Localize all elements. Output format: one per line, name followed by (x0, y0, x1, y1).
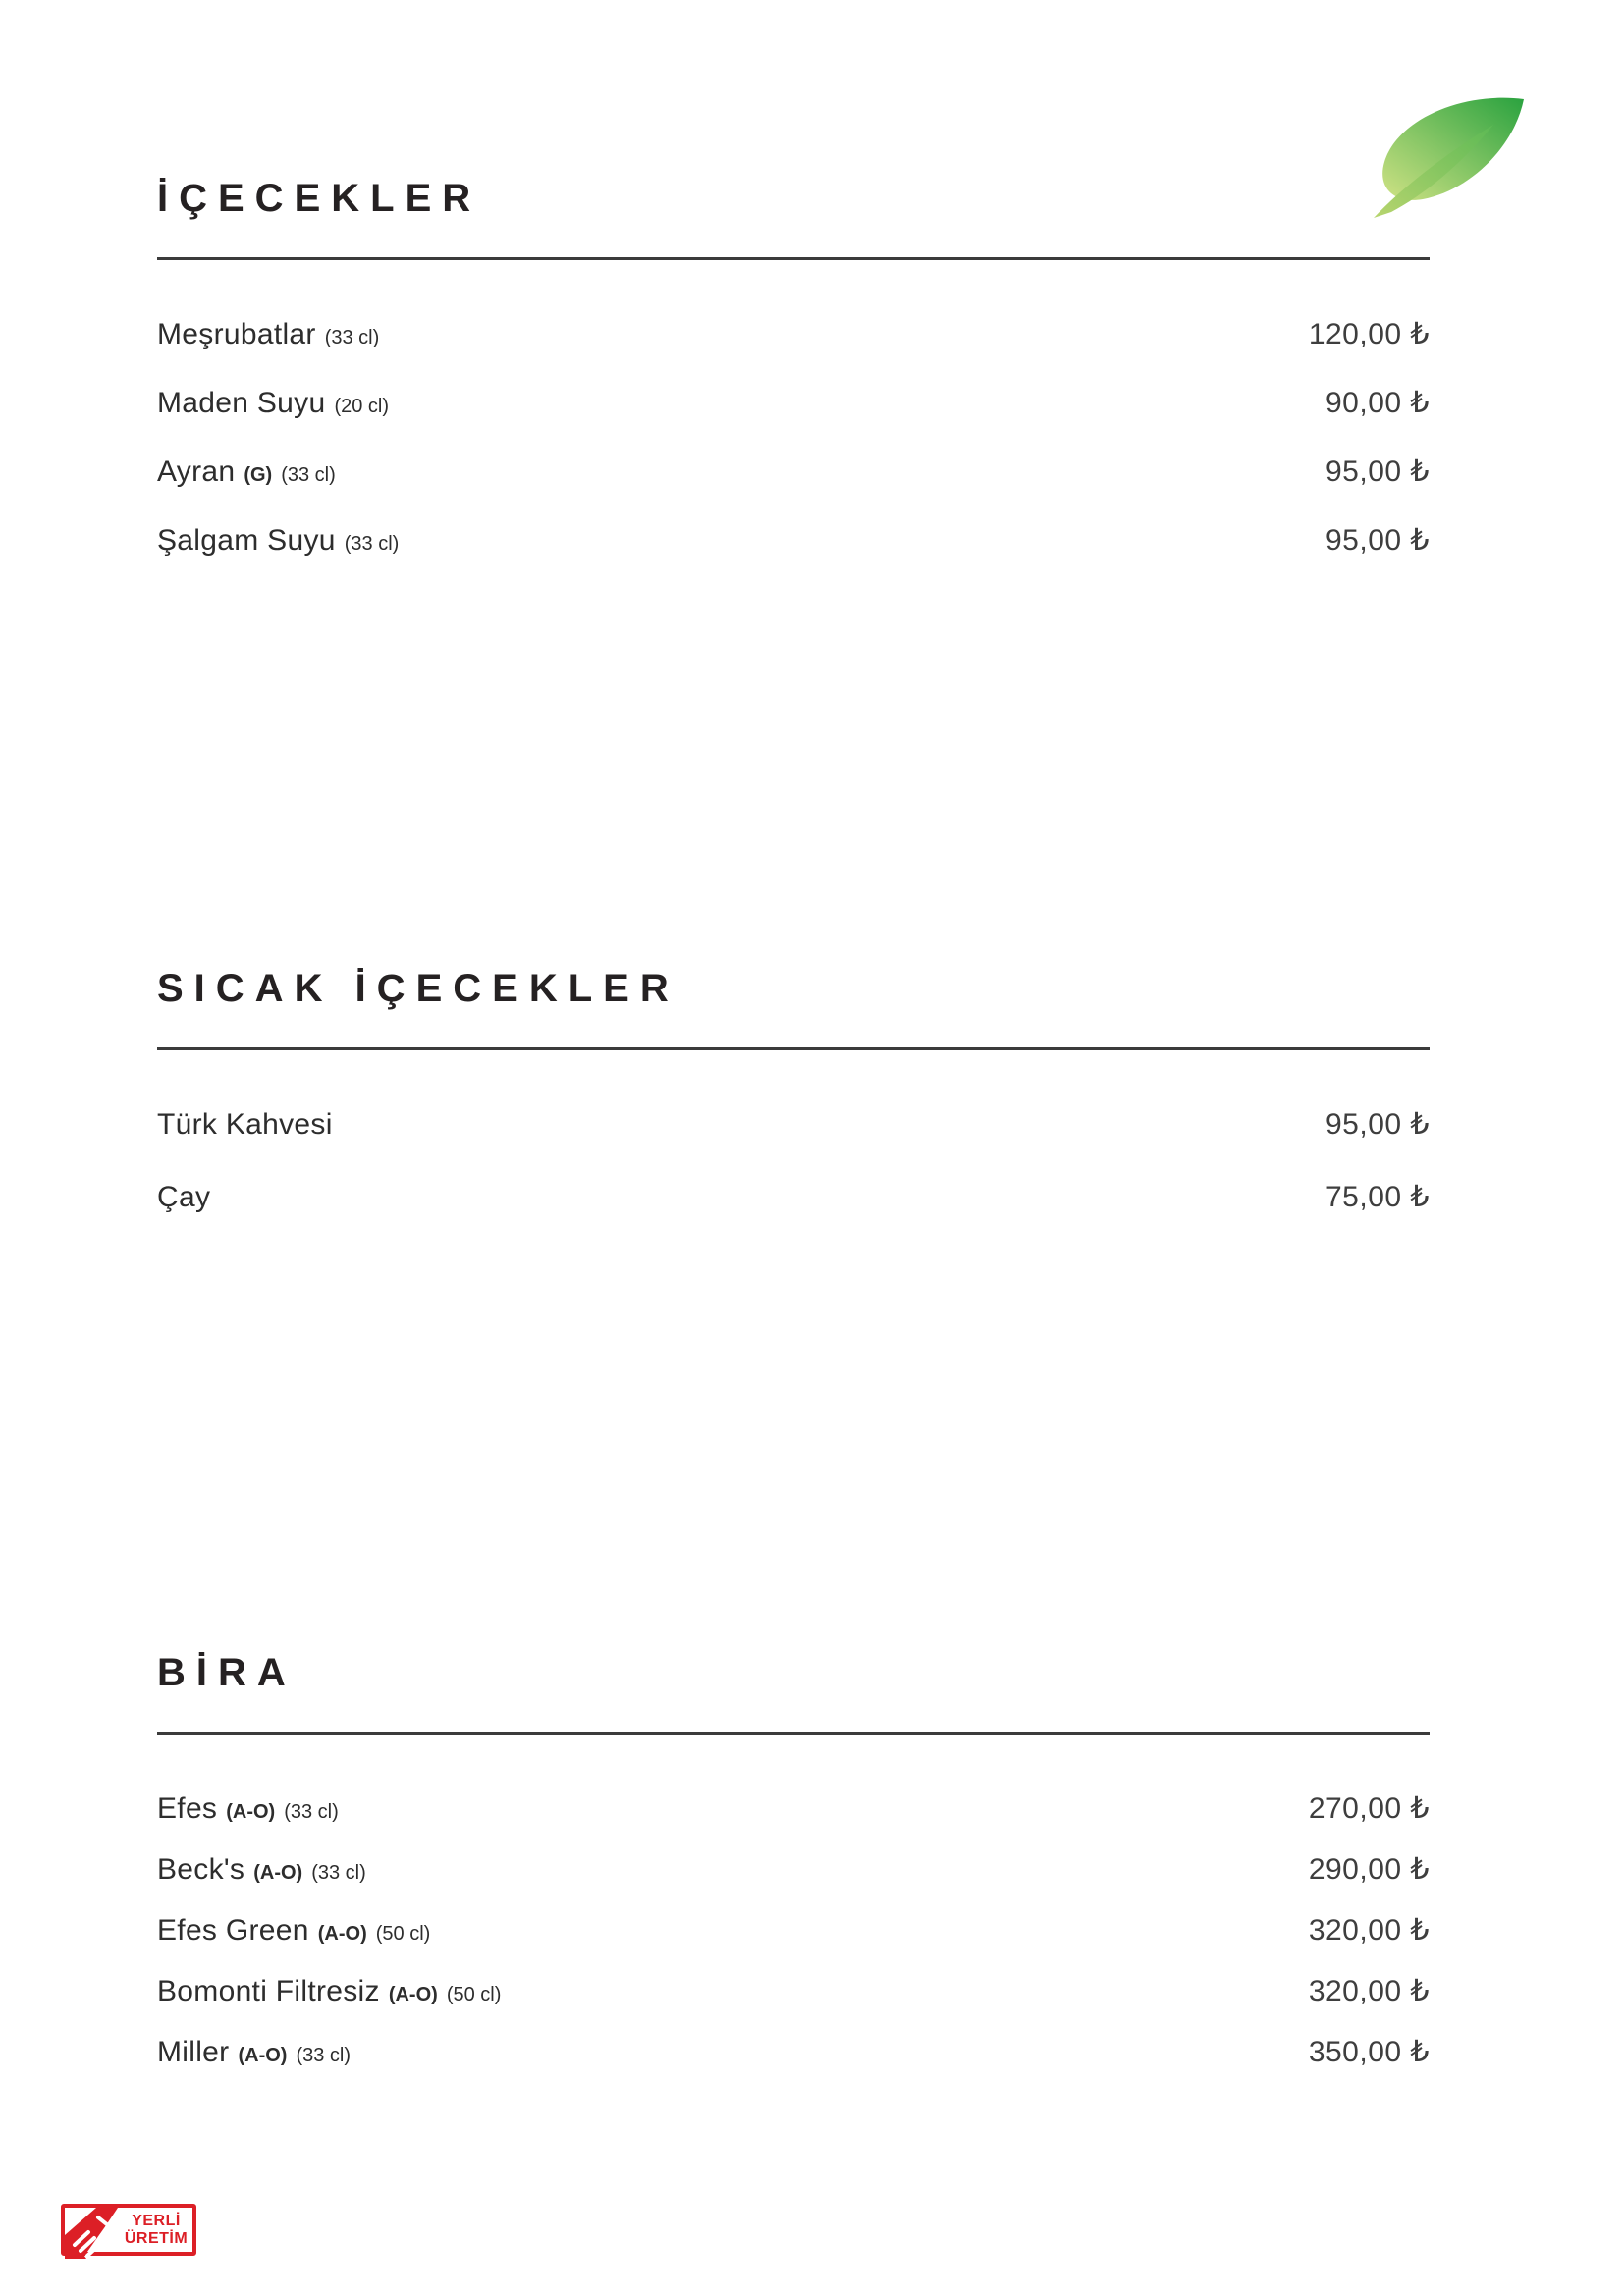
item-name: Miller (157, 2036, 230, 2068)
yerli-uretim-badge (61, 2204, 196, 2256)
menu-item (157, 523, 1430, 558)
section-icecekler (157, 175, 1430, 592)
item-price: 320,00 ₺ (1308, 1975, 1430, 2007)
item-label (157, 1975, 501, 2008)
badge-line1: YERLİ (132, 2212, 181, 2229)
item-label (157, 1914, 430, 1948)
item-size: (33 cl) (344, 533, 400, 555)
item-size: (20 cl) (334, 396, 390, 417)
item-label (157, 387, 389, 420)
item-price: 95,00 ₺ (1326, 455, 1430, 488)
item-name: Çay (157, 1181, 211, 1213)
item-label (157, 1181, 210, 1214)
item-allergen: (A-O) (226, 1801, 276, 1823)
menu-item (157, 1974, 1430, 2008)
item-price: 270,00 ₺ (1308, 1792, 1430, 1825)
badge-text (122, 2208, 190, 2252)
item-name: Ayran (157, 455, 236, 488)
item-size: (33 cl) (284, 1801, 339, 1823)
item-price: 290,00 ₺ (1308, 1853, 1430, 1886)
item-allergen: (A-O) (317, 1923, 367, 1945)
item-size: (50 cl) (446, 1984, 502, 2005)
item-label (157, 524, 399, 558)
item-name: Maden Suyu (157, 387, 326, 419)
menu-list (157, 1791, 1430, 2069)
section-title: SICAK İÇECEKLER (157, 967, 679, 1010)
menu-item (157, 2035, 1430, 2069)
item-size: (33 cl) (296, 2045, 352, 2066)
item-label (157, 318, 379, 351)
section-title: BİRA (157, 1651, 297, 1694)
menu-item (157, 454, 1430, 489)
menu-item (157, 317, 1430, 351)
item-name: Şalgam Suyu (157, 524, 336, 557)
item-size: (33 cl) (281, 464, 336, 486)
item-price: 75,00 ₺ (1326, 1181, 1430, 1213)
item-label (157, 1792, 339, 1826)
item-name: Bomonti Filtresiz (157, 1975, 380, 2007)
menu-item (157, 1913, 1430, 1948)
item-size: (33 cl) (311, 1862, 366, 1884)
item-label (157, 2036, 351, 2069)
item-name: Efes Green (157, 1914, 309, 1947)
menu-list (157, 317, 1430, 558)
item-price: 120,00 ₺ (1308, 318, 1430, 350)
item-allergen: (A-O) (238, 2045, 288, 2066)
item-size: (33 cl) (324, 327, 380, 348)
handshake-icon (57, 2202, 128, 2263)
menu-item (157, 386, 1430, 420)
item-price: 95,00 ₺ (1326, 524, 1430, 557)
item-size: (50 cl) (375, 1923, 431, 1945)
item-price: 90,00 ₺ (1326, 387, 1430, 419)
item-name: Beck's (157, 1853, 245, 1886)
menu-item (157, 1180, 1430, 1214)
item-name: Meşrubatlar (157, 318, 316, 350)
item-price: 95,00 ₺ (1326, 1108, 1430, 1141)
divider (157, 1047, 1430, 1050)
divider (157, 1732, 1430, 1735)
menu-item (157, 1791, 1430, 1826)
section-bira (157, 1649, 1430, 2096)
item-name: Efes (157, 1792, 218, 1825)
item-label (157, 455, 336, 489)
item-price: 350,00 ₺ (1308, 2036, 1430, 2068)
item-label (157, 1108, 333, 1142)
item-allergen: (A-O) (253, 1862, 303, 1884)
item-price: 320,00 ₺ (1308, 1914, 1430, 1947)
section-title: İÇECEKLER (157, 177, 482, 220)
menu-item (157, 1107, 1430, 1142)
item-allergen: (G) (244, 464, 273, 486)
menu-item (157, 1852, 1430, 1887)
item-name: Türk Kahvesi (157, 1108, 333, 1141)
menu-list (157, 1107, 1430, 1214)
item-allergen: (A-O) (388, 1984, 438, 2005)
badge-line2: ÜRETİM (124, 2229, 189, 2247)
section-sicak-icecekler (157, 965, 1430, 1253)
item-label (157, 1853, 366, 1887)
divider (157, 257, 1430, 260)
